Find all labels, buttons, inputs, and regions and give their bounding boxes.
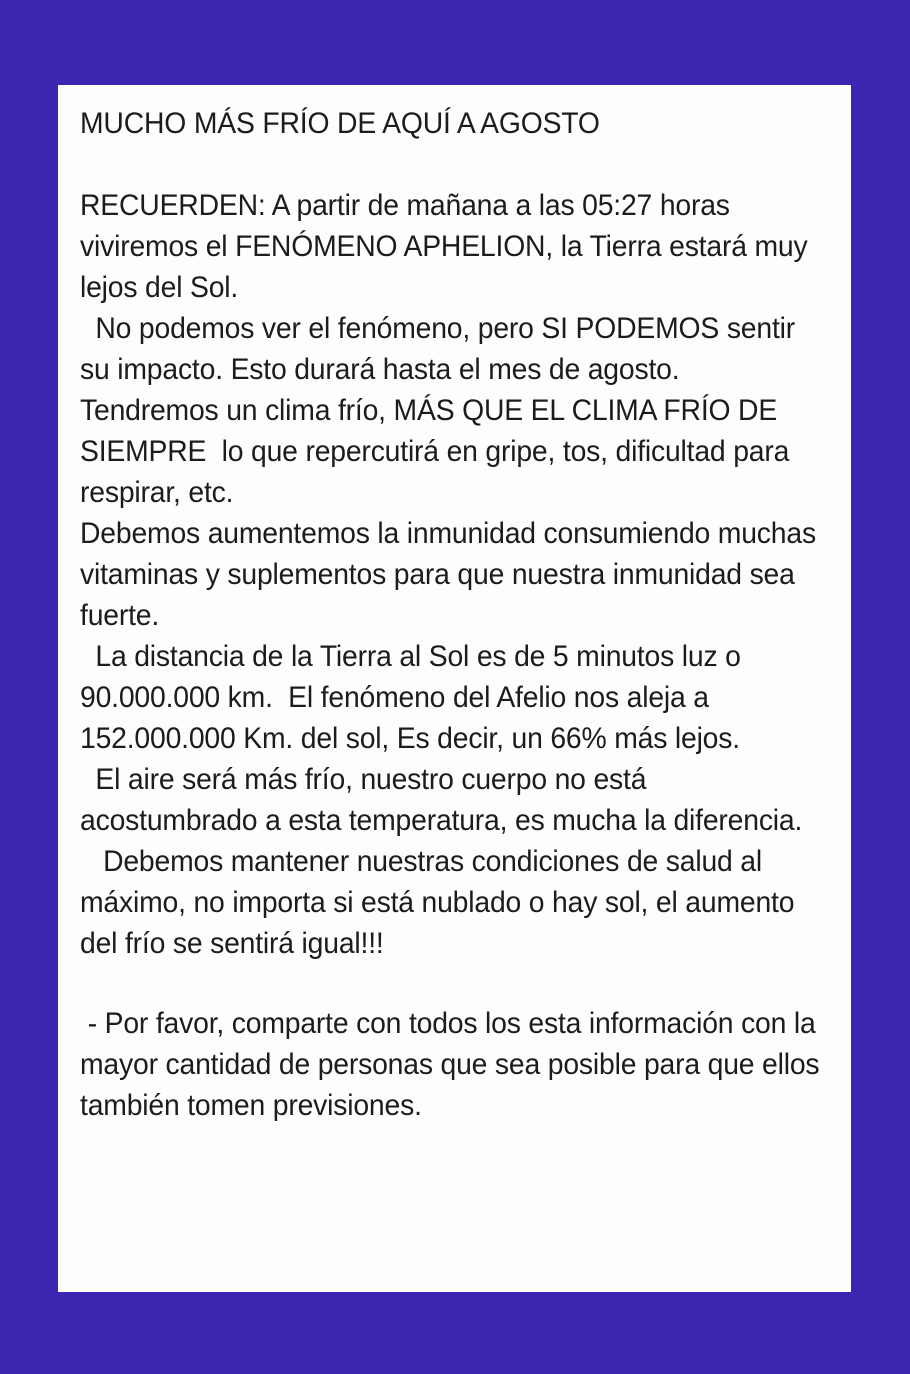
- message-card: [58, 85, 851, 1292]
- paragraph-tendremos-clima-frio: Tendremos un clima frío, MÁS QUE EL CLIMA FRÍO DE SIEMPRE lo que repercutirá en gripe, tos, dificultad para respirar, etc.: [80, 394, 797, 509]
- headline-spacer: [80, 144, 831, 185]
- paragraph-closing-share: - Por favor, comparte con todos los esta información con la mayor cantidad de personas que sea posible para que ellos también tomen previsiones.: [80, 1007, 828, 1122]
- paragraph-no-podemos-ver: No podemos ver el fenómeno, pero SI PODEMOS sentir su impacto. Esto durará hasta el mes de agosto.: [80, 312, 803, 386]
- paragraph-aire-mas-frio: El aire será más frío, nuestro cuerpo no está acostumbrado a esta temperatura, es mucha la diferencia.: [80, 763, 803, 837]
- paragraph-condiciones-salud: Debemos mantener nuestras condiciones de salud al máximo, no importa si está nublado o hay sol, el aumento del frío se sentirá igual!!!: [80, 845, 803, 960]
- paragraph-distancia-tierra-sol: La distancia de la Tierra al Sol es de 5 minutos luz o 90.000.000 km. El fenómeno del Afelio nos aleja a 152.000.000 Km. del sol, Es decir, un 66% más lejos.: [80, 640, 749, 755]
- message-text-block: [80, 103, 831, 1126]
- closing-spacer: [80, 964, 831, 1003]
- paragraph-inmunidad: Debemos aumentemos la inmunidad consumiendo muchas vitaminas y suplementos para que nuestra inmunidad sea fuerte.: [80, 517, 824, 632]
- paragraph-recuerden: RECUERDEN: A partir de mañana a las 05:27 horas viviremos el FENÓMENO APHELION, la Tierra estará muy lejos del Sol.: [80, 189, 816, 304]
- headline: MUCHO MÁS FRÍO DE AQUÍ A AGOSTO: [80, 107, 600, 140]
